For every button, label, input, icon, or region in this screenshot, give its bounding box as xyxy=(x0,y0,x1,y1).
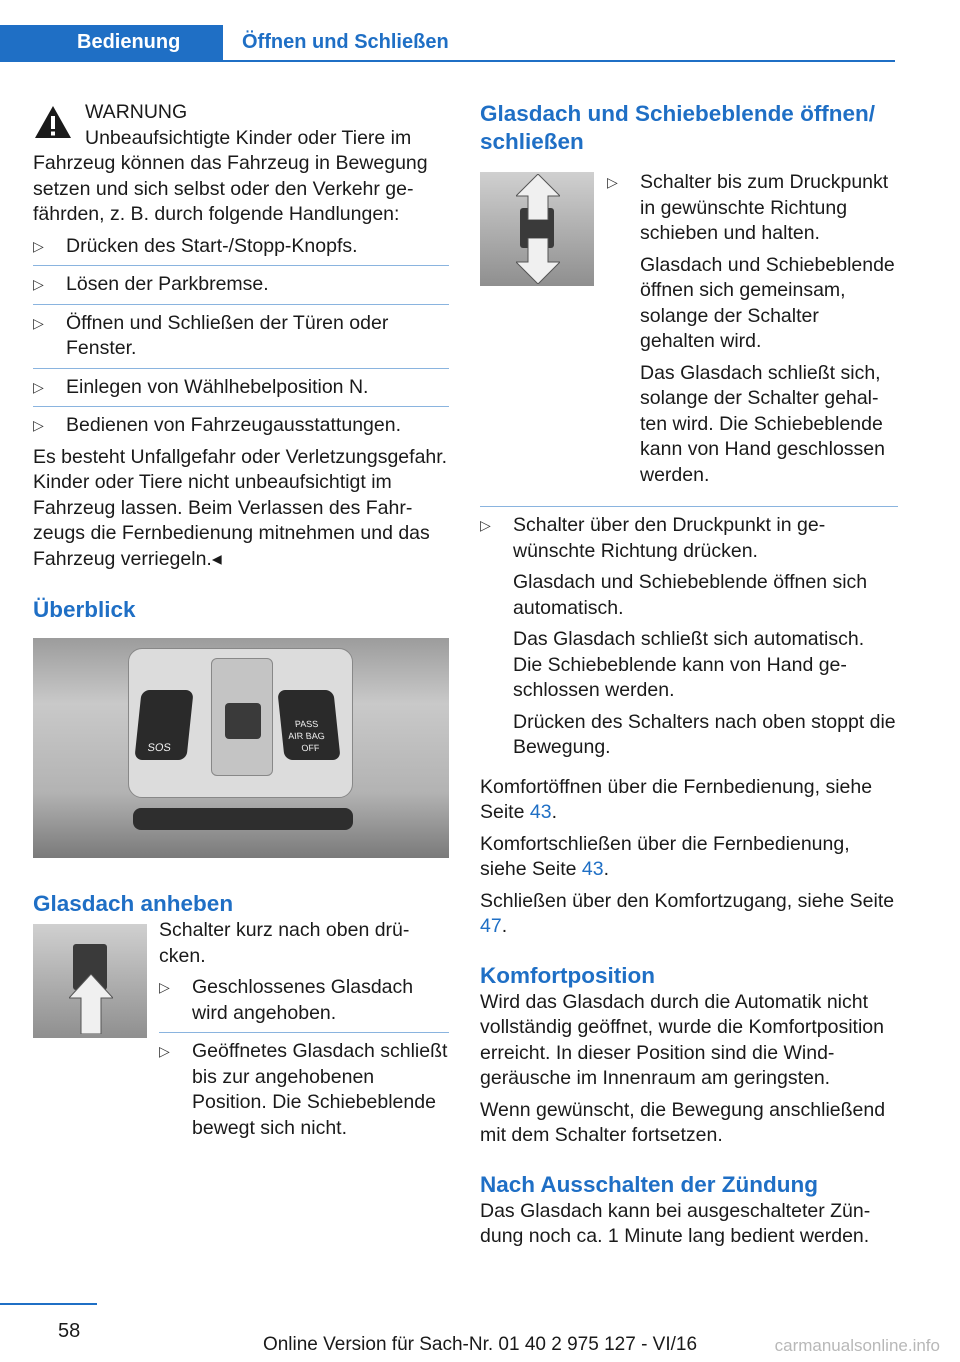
right-column xyxy=(480,100,898,1250)
warning-title: WARNUNG xyxy=(85,101,188,123)
warning-body: Fahrzeug können das Fahrzeug in Bewegung setzen und sich selbst oder den Verkehr gefährden, z. B. durch folgende Handlungen: xyxy=(33,152,428,225)
note-text: Schließen über den Komfortzugang, siehe Seite xyxy=(480,889,895,912)
komfort-text-1: Wird das Glasdach durch die Automatik nicht vollständig geöffnet, wurde die Komfortposition erreicht. In dieser Position sind die Windgeräusche im Innenraum am geringsten. xyxy=(480,990,884,1089)
online-version-text: Online Version für Sach-Nr. 01 40 2 975 127 - VI/16 xyxy=(262,1334,698,1355)
arrow-up-icon xyxy=(516,174,560,220)
divider xyxy=(159,1032,449,1033)
open-close-item-2: ▷ Schalter über den Druckpunkt in gewünschte Richtung drücken. xyxy=(480,513,898,564)
reading-light-bar xyxy=(133,808,353,830)
page-link[interactable]: 43 xyxy=(529,801,552,823)
pass-label: PASS xyxy=(294,719,319,729)
divider xyxy=(480,506,898,507)
raise-text xyxy=(159,918,449,1141)
open-close-item-1 xyxy=(607,170,899,488)
divider xyxy=(33,304,449,305)
open-close-heading: Glasdach und Schiebeblende öffnen/ schließen xyxy=(480,101,876,154)
overview-heading: Überblick xyxy=(33,597,136,622)
watermark: carmanualsonline.info xyxy=(774,1336,940,1355)
sos-label: SOS xyxy=(146,742,172,754)
komfort-heading: Komfortposition xyxy=(480,962,655,988)
footer-rule xyxy=(0,1303,97,1305)
divider xyxy=(33,406,449,407)
warning-text: Es besteht Unfallgefahr oder Verletzungsgefahr. Kinder oder Tiere nicht unbeaufsichtigt im Fahrzeug lassen. Beim Verlassen des Fahrzeugs die Fernbedienung mitnehmen und das Fahrzeug verriegeln.◂ xyxy=(33,445,448,570)
raise-section xyxy=(33,918,449,1148)
roof-console-photo xyxy=(33,638,449,858)
glass-roof-switch xyxy=(211,658,273,776)
item-2-sub-2: Das Glasdach schließt sich automatisch. Die Schiebeblende kann von Hand geschlossen werden. xyxy=(513,628,865,701)
passenger-airbag-indicator xyxy=(277,690,340,760)
raise-switch-photo xyxy=(33,924,147,1038)
item-1-sub-2: Das Glasdach schließt sich, solange der Schalter gehalten wird. Die Schiebeblende kann von Hand geschlossen werden. xyxy=(640,361,885,486)
page-link[interactable]: 47 xyxy=(480,915,502,937)
ignition-text: Das Glasdach kann bei ausgeschalteter Zündung noch ca. 1 Minute lang bedient werden. xyxy=(480,1199,871,1247)
arrow-up-icon xyxy=(69,974,113,1034)
page-number: 58 xyxy=(58,1320,81,1342)
komfort-text-2: Wenn gewünscht, die Bewegung anschließend mit dem Schalter fortsetzen. xyxy=(480,1098,886,1146)
tab-oeffnen-und-schliessen[interactable]: Öffnen und Schließen xyxy=(242,31,449,53)
warning-item: ▷ Öffnen und Schließen der Türen oder Fenster. xyxy=(33,311,449,362)
item-1-sub-1: Glasdach und Schiebeblende öffnen sich gemeinsam, solange der Schalter gehalten wird. xyxy=(640,253,895,352)
open-close-section xyxy=(480,170,898,500)
raise-heading: Glasdach anheben xyxy=(33,891,234,916)
note-text: Komfortöffnen über die Fernbedienung, siehe Seite xyxy=(480,775,873,823)
switch-knob xyxy=(225,703,261,739)
warning-header xyxy=(33,100,449,151)
tab-bedienung[interactable]: Bedienung xyxy=(0,25,223,60)
open-close-switch-photo xyxy=(480,172,594,286)
warning-item: ▷ Einlegen von Wählhebelposition N. xyxy=(33,375,449,401)
ignition-heading: Nach Ausschalten der Zündung xyxy=(480,1171,818,1197)
sos-button xyxy=(134,690,193,760)
raise-intro: Schalter kurz nach oben drücken. xyxy=(159,919,410,967)
raise-item: ▷ Geschlossenes Glasdach wird angehoben. xyxy=(159,975,449,1026)
warning-item: ▷ Lösen der Parkbremse. xyxy=(33,272,449,298)
comfort-open-note: Komfortöffnen über die Fernbedienung, siehe Seite 43. xyxy=(480,775,873,823)
warning-item: ▷ Bedienen von Fahrzeugausstattungen. xyxy=(33,413,449,439)
arrow-down-icon xyxy=(516,238,560,284)
warning-triangle-icon xyxy=(33,104,73,140)
comfort-close-note: Komfortschließen über die Fernbedienung, siehe Seite 43. xyxy=(480,832,850,880)
comfort-access-note: Schließen über den Komfortzugang, siehe Seite 47. xyxy=(480,889,895,937)
warning-item: ▷ Drücken des Start-/Stopp-Knopfs. xyxy=(33,234,449,260)
airbag-label: AIR BAG xyxy=(287,731,326,741)
item-2-sub-3: Drücken des Schalters nach oben stoppt die Bewegung. xyxy=(513,710,896,758)
left-column xyxy=(33,100,449,1148)
raise-item: ▷ Geöffnetes Glasdach schließt bis zur angehobenen Position. Die Schiebeblende bewegt sich nicht. xyxy=(159,1039,449,1141)
warning-first-line: Unbeaufsichtigte Kinder oder Tiere im xyxy=(85,126,412,149)
off-label: OFF xyxy=(300,743,320,753)
note-text: Komfortschließen über die Fernbedienung, siehe Seite xyxy=(480,832,850,880)
item-2-sub-1: Glasdach und Schiebeblende öffnen sich automatisch. xyxy=(513,571,868,619)
chapter-tabbar xyxy=(0,25,895,62)
page-link[interactable]: 43 xyxy=(581,858,604,880)
item-1-text: ▷ Schalter bis zum Druckpunkt in gewünschte Richtung schieben und halten. xyxy=(607,170,899,247)
divider xyxy=(33,265,449,266)
divider xyxy=(33,368,449,369)
